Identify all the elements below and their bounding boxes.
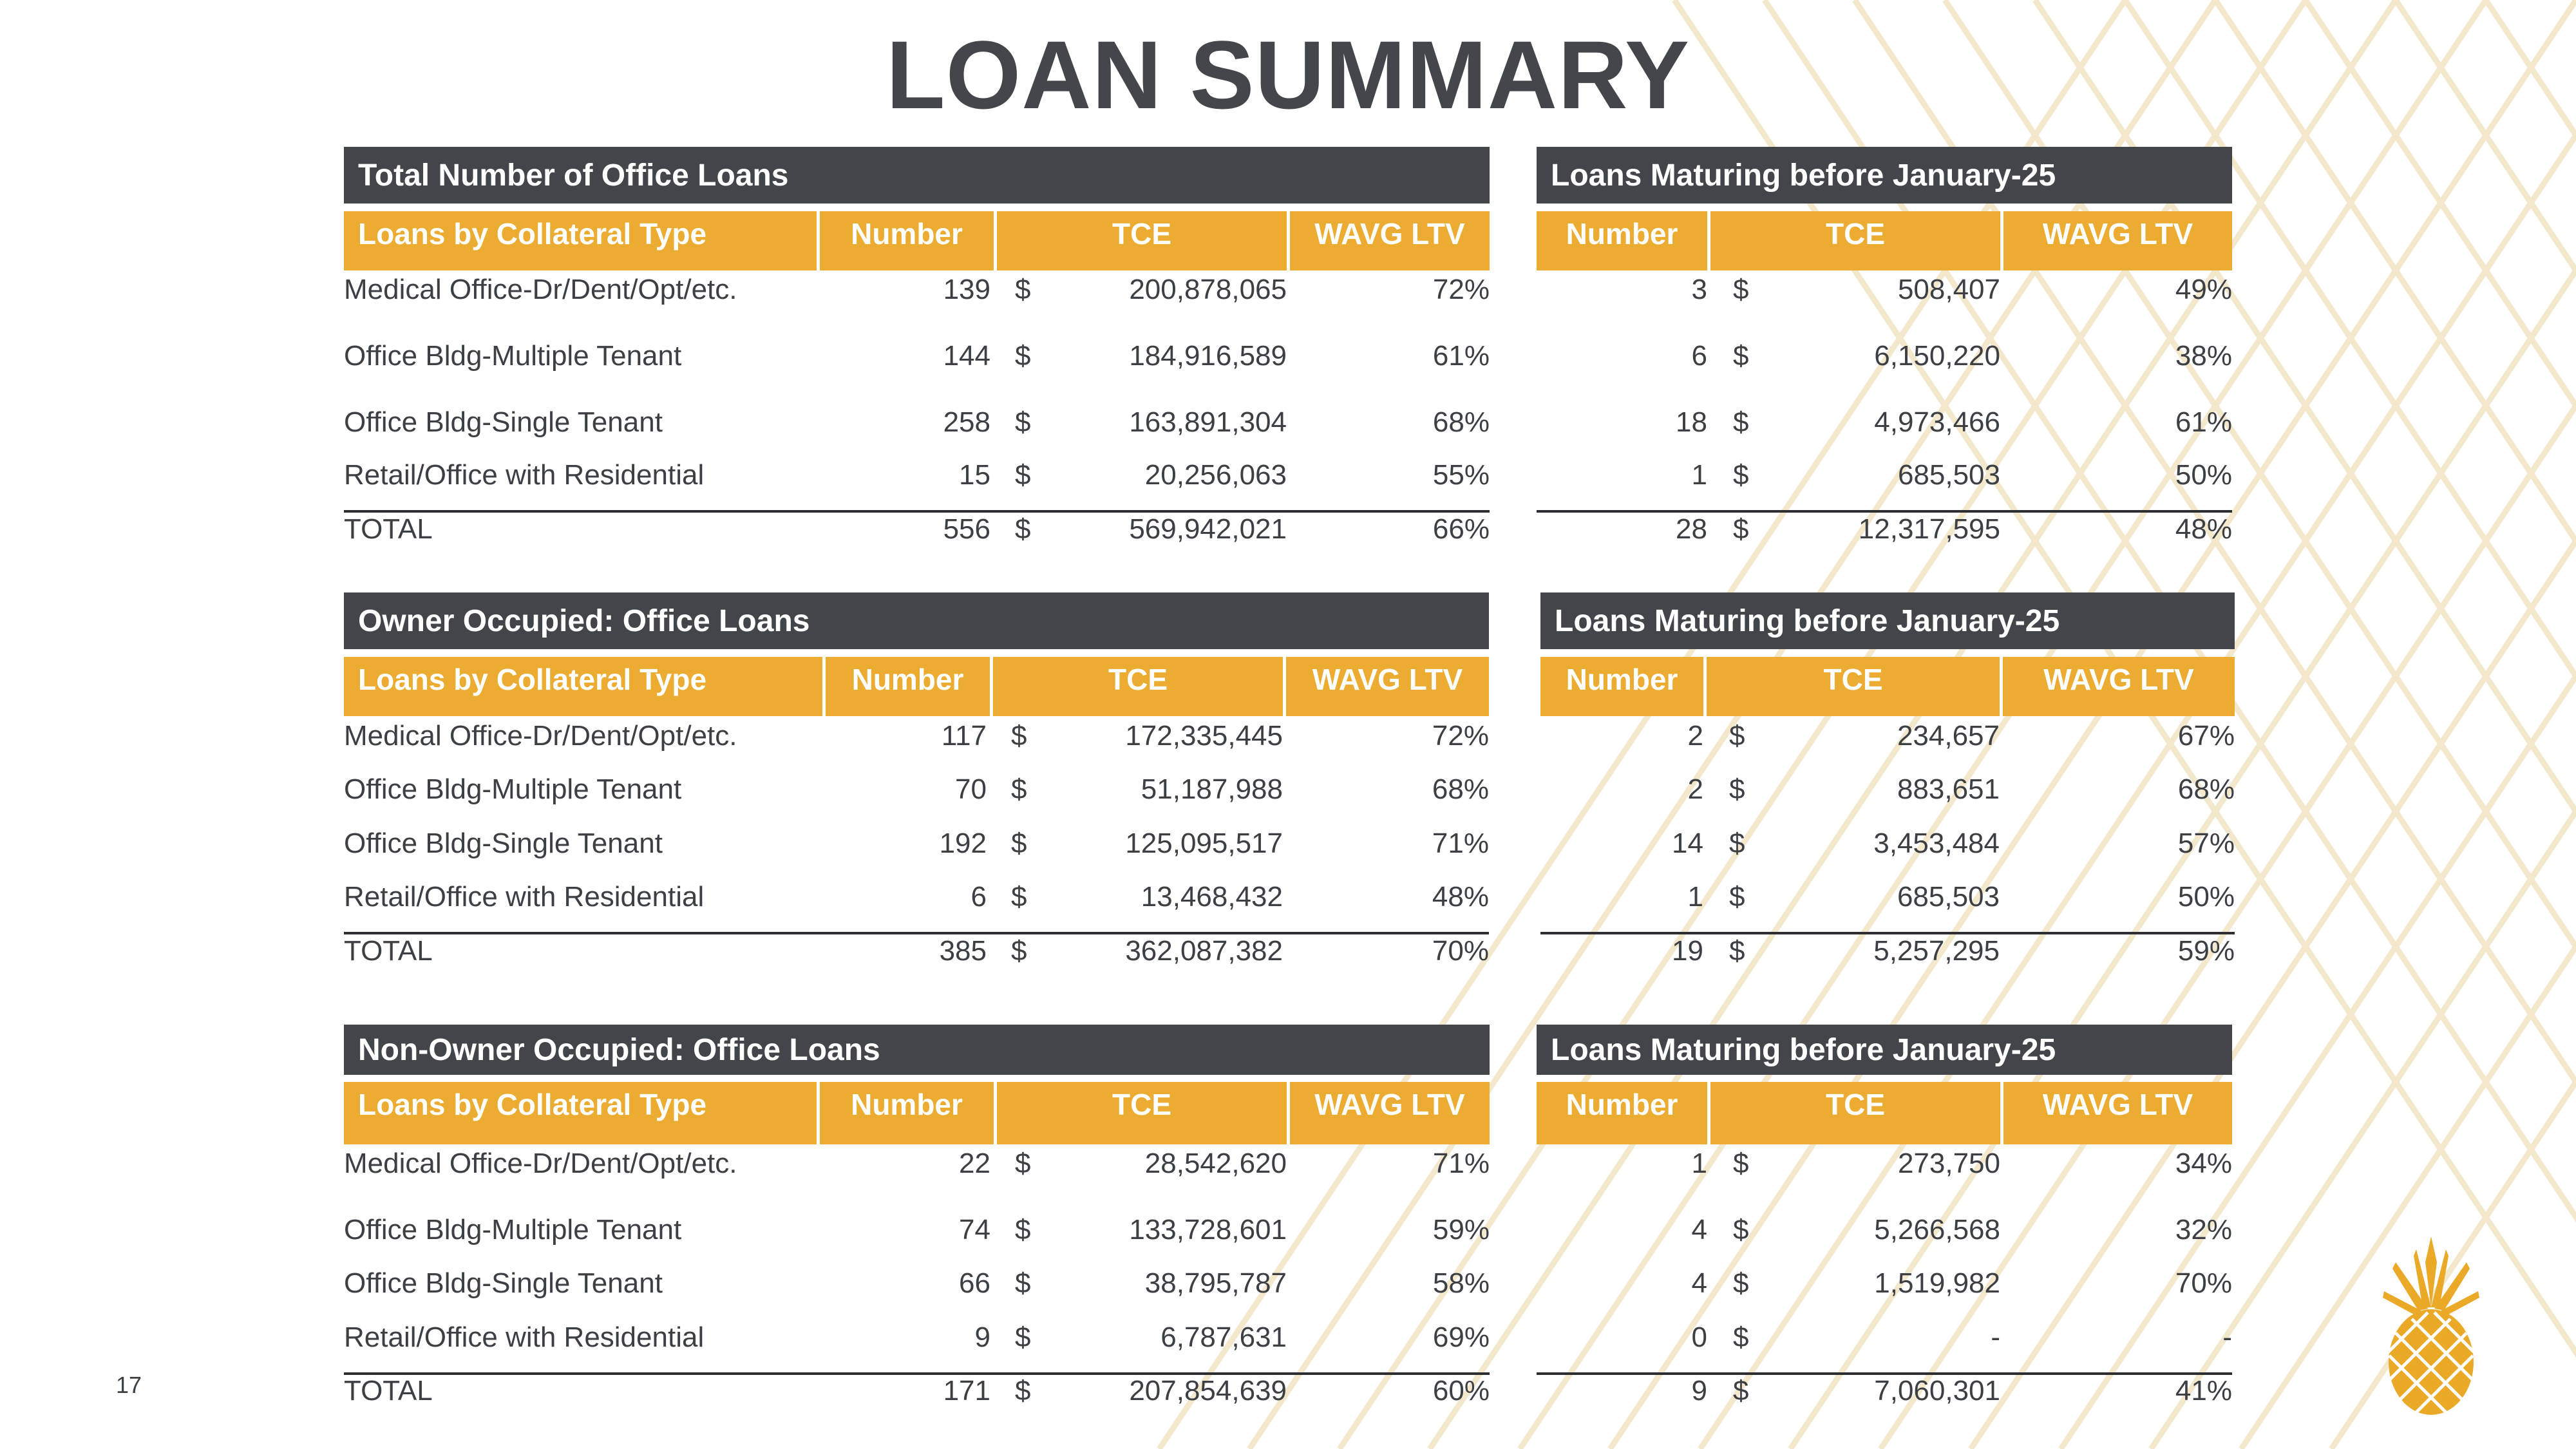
maturing-number-cell: 4 <box>1691 1267 1707 1299</box>
collateral-type-cell: TOTAL <box>344 935 433 967</box>
ltv-cell: 58% <box>1432 1267 1490 1299</box>
number-cell: 22 <box>959 1148 990 1179</box>
tce-cell: 207,854,639 <box>1129 1375 1287 1406</box>
page-number: 17 <box>116 1372 142 1398</box>
number-cell: 9 <box>974 1321 990 1353</box>
currency-symbol: $ <box>1011 935 1027 967</box>
maturing-tce-cell: 6,150,220 <box>1874 340 2000 372</box>
section-title-left: Owner Occupied: Office Loans <box>344 592 1489 649</box>
column-header-cell: TCE <box>993 657 1283 716</box>
section-title-left: Total Number of Office Loans <box>344 147 1490 204</box>
currency-symbol: $ <box>1729 828 1745 859</box>
ltv-cell: 71% <box>1432 828 1489 859</box>
maturing-number-cell: 2 <box>1687 773 1703 805</box>
maturing-number-cell: 28 <box>1676 513 1707 545</box>
currency-symbol: $ <box>1733 340 1749 372</box>
tce-cell: 133,728,601 <box>1129 1214 1287 1245</box>
tce-cell: 200,878,065 <box>1129 274 1287 305</box>
number-cell: 258 <box>943 406 990 438</box>
table-total-row <box>0 510 2576 549</box>
maturing-ltv-cell: 68% <box>2177 773 2235 805</box>
maturing-ltv-cell: 70% <box>2175 1267 2232 1299</box>
number-cell: 6 <box>971 881 987 913</box>
tce-cell: 172,335,445 <box>1125 720 1283 752</box>
currency-symbol: $ <box>1015 274 1031 305</box>
tce-cell: 28,542,620 <box>1144 1148 1287 1179</box>
currency-symbol: $ <box>1733 513 1749 545</box>
currency-symbol: $ <box>1733 1267 1749 1299</box>
maturing-ltv-cell: 48% <box>2175 513 2232 545</box>
collateral-type-cell: Retail/Office with Residential <box>344 881 705 913</box>
number-cell: 385 <box>939 935 987 967</box>
column-header-cell: Loans by Collateral Type <box>344 657 822 716</box>
maturing-tce-cell: 883,651 <box>1897 773 2000 805</box>
table-total-row <box>0 1372 2576 1410</box>
number-cell: 66 <box>959 1267 990 1299</box>
maturing-number-cell: 18 <box>1676 406 1707 438</box>
ltv-cell: 66% <box>1432 513 1490 545</box>
currency-symbol: $ <box>1011 881 1027 913</box>
maturing-number-cell: 19 <box>1672 935 1703 967</box>
number-cell: 139 <box>943 274 990 305</box>
collateral-type-cell: Medical Office-Dr/Dent/Opt/etc. <box>344 720 737 752</box>
collateral-type-cell: Office Bldg-Single Tenant <box>344 828 663 859</box>
column-header-cell: Number <box>826 657 990 716</box>
maturing-number-cell: 2 <box>1687 720 1703 752</box>
column-header-row-right <box>1537 1082 2232 1144</box>
currency-symbol: $ <box>1733 1214 1749 1245</box>
currency-symbol: $ <box>1015 340 1031 372</box>
ltv-cell: 59% <box>1432 1214 1490 1245</box>
currency-symbol: $ <box>1729 720 1745 752</box>
tce-cell: 6,787,631 <box>1160 1321 1287 1353</box>
maturing-tce-cell: 234,657 <box>1897 720 2000 752</box>
currency-symbol: $ <box>1015 1321 1031 1353</box>
maturing-number-cell: 1 <box>1691 1148 1707 1179</box>
column-header-cell: WAVG LTV <box>2003 1082 2232 1144</box>
tce-cell: 184,916,589 <box>1129 340 1287 372</box>
collateral-type-cell: TOTAL <box>344 1375 433 1406</box>
currency-symbol: $ <box>1011 720 1027 752</box>
column-header-row-right <box>1540 657 2235 716</box>
tce-cell: 20,256,063 <box>1144 459 1287 491</box>
maturing-number-cell: 6 <box>1691 340 1707 372</box>
column-header-row-left <box>344 657 1489 716</box>
tce-cell: 38,795,787 <box>1144 1267 1287 1299</box>
maturing-tce-cell: 4,973,466 <box>1874 406 2000 438</box>
collateral-type-cell: Retail/Office with Residential <box>344 1321 705 1353</box>
table-row <box>0 337 2576 375</box>
number-cell: 144 <box>943 340 990 372</box>
maturing-number-cell: 9 <box>1691 1375 1707 1406</box>
tce-cell: 569,942,021 <box>1129 513 1287 545</box>
currency-symbol: $ <box>1733 1148 1749 1179</box>
section-title-right: Loans Maturing before January-25 <box>1537 147 2232 204</box>
number-cell: 70 <box>955 773 987 805</box>
tce-cell: 125,095,517 <box>1125 828 1283 859</box>
tce-cell: 13,468,432 <box>1141 881 1283 913</box>
ltv-cell: 48% <box>1432 881 1489 913</box>
tce-cell: 362,087,382 <box>1125 935 1283 967</box>
maturing-tce-cell: 12,317,595 <box>1858 513 2000 545</box>
column-header-cell: WAVG LTV <box>2003 657 2235 716</box>
maturing-number-cell: 3 <box>1691 274 1707 305</box>
currency-symbol: $ <box>1015 1214 1031 1245</box>
column-header-row-left <box>344 211 1490 270</box>
maturing-tce-cell: 5,257,295 <box>1873 935 2000 967</box>
number-cell: 556 <box>943 513 990 545</box>
collateral-type-cell: Medical Office-Dr/Dent/Opt/etc. <box>344 1148 737 1179</box>
maturing-ltv-cell: 38% <box>2175 340 2232 372</box>
maturing-ltv-cell: 49% <box>2175 274 2232 305</box>
column-header-cell: TCE <box>997 1082 1287 1144</box>
ltv-cell: 71% <box>1432 1148 1490 1179</box>
maturing-number-cell: 1 <box>1687 881 1703 913</box>
section-title-right: Loans Maturing before January-25 <box>1537 1025 2232 1075</box>
currency-symbol: $ <box>1015 406 1031 438</box>
collateral-type-cell: Office Bldg-Multiple Tenant <box>344 1214 682 1245</box>
maturing-ltv-cell: 34% <box>2175 1148 2232 1179</box>
currency-symbol: $ <box>1733 406 1749 438</box>
column-header-cell: TCE <box>1707 657 2000 716</box>
table-row <box>0 270 2576 309</box>
ltv-cell: 60% <box>1432 1375 1490 1406</box>
maturing-tce-cell: 685,503 <box>1897 459 2000 491</box>
pineapple-logo-icon <box>2383 1236 2479 1417</box>
column-header-cell: Loans by Collateral Type <box>344 211 817 270</box>
column-header-cell: Number <box>1537 1082 1707 1144</box>
tce-cell: 51,187,988 <box>1141 773 1283 805</box>
collateral-type-cell: Retail/Office with Residential <box>344 459 705 491</box>
currency-symbol: $ <box>1015 459 1031 491</box>
currency-symbol: $ <box>1015 1375 1031 1406</box>
ltv-cell: 70% <box>1432 935 1489 967</box>
table-total-row <box>0 932 2576 971</box>
table-row <box>0 403 2576 442</box>
maturing-ltv-cell: 50% <box>2175 459 2232 491</box>
column-header-cell: WAVG LTV <box>1290 211 1490 270</box>
collateral-type-cell: Office Bldg-Single Tenant <box>344 1267 663 1299</box>
maturing-ltv-cell: - <box>2222 1321 2232 1353</box>
maturing-ltv-cell: 41% <box>2175 1375 2232 1406</box>
column-header-cell: WAVG LTV <box>1286 657 1489 716</box>
maturing-ltv-cell: 59% <box>2177 935 2235 967</box>
number-cell: 74 <box>959 1214 990 1245</box>
currency-symbol: $ <box>1015 1267 1031 1299</box>
ltv-cell: 55% <box>1432 459 1490 491</box>
column-header-cell: TCE <box>1710 211 2000 270</box>
maturing-tce-cell: 1,519,982 <box>1874 1267 2000 1299</box>
table-row <box>0 1144 2576 1183</box>
maturing-ltv-cell: 32% <box>2175 1214 2232 1245</box>
total-underline-left <box>344 932 1489 934</box>
maturing-tce-cell: 5,266,568 <box>1874 1214 2000 1245</box>
maturing-tce-cell: 7,060,301 <box>1874 1375 2000 1406</box>
column-header-cell: WAVG LTV <box>1290 1082 1490 1144</box>
maturing-number-cell: 4 <box>1691 1214 1707 1245</box>
table-row <box>0 1318 2576 1357</box>
number-cell: 192 <box>939 828 987 859</box>
number-cell: 15 <box>959 459 990 491</box>
total-underline-left <box>344 510 1490 513</box>
currency-symbol: $ <box>1011 828 1027 859</box>
currency-symbol: $ <box>1011 773 1027 805</box>
currency-symbol: $ <box>1733 1321 1749 1353</box>
column-header-cell: Loans by Collateral Type <box>344 1082 817 1144</box>
maturing-number-cell: 1 <box>1691 459 1707 491</box>
maturing-ltv-cell: 67% <box>2177 720 2235 752</box>
table-row <box>0 1264 2576 1303</box>
ltv-cell: 69% <box>1432 1321 1490 1353</box>
ltv-cell: 72% <box>1432 720 1489 752</box>
currency-symbol: $ <box>1729 881 1745 913</box>
page-title: LOAN SUMMARY <box>886 21 1690 129</box>
number-cell: 171 <box>943 1375 990 1406</box>
column-header-cell: TCE <box>1710 1082 2000 1144</box>
table-row <box>0 878 2576 916</box>
currency-symbol: $ <box>1729 773 1745 805</box>
currency-symbol: $ <box>1729 935 1745 967</box>
column-header-cell: Number <box>1540 657 1703 716</box>
maturing-tce-cell: 273,750 <box>1897 1148 2000 1179</box>
section-title-left: Non-Owner Occupied: Office Loans <box>344 1025 1490 1075</box>
ltv-cell: 68% <box>1432 406 1490 438</box>
table-row <box>0 717 2576 755</box>
collateral-type-cell: Office Bldg-Multiple Tenant <box>344 340 682 372</box>
maturing-tce-cell: - <box>1991 1321 2000 1353</box>
currency-symbol: $ <box>1733 1375 1749 1406</box>
total-underline-left <box>344 1372 1490 1375</box>
column-header-cell: Number <box>820 211 994 270</box>
column-header-row-right <box>1537 211 2232 270</box>
currency-symbol: $ <box>1733 459 1749 491</box>
table-row <box>0 824 2576 863</box>
maturing-ltv-cell: 61% <box>2175 406 2232 438</box>
maturing-number-cell: 0 <box>1691 1321 1707 1353</box>
collateral-type-cell: Office Bldg-Multiple Tenant <box>344 773 682 805</box>
maturing-ltv-cell: 50% <box>2177 881 2235 913</box>
column-header-row-left <box>344 1082 1490 1144</box>
ltv-cell: 72% <box>1432 274 1490 305</box>
number-cell: 117 <box>941 720 987 752</box>
column-header-cell: Number <box>820 1082 994 1144</box>
column-header-cell: TCE <box>997 211 1287 270</box>
currency-symbol: $ <box>1015 1148 1031 1179</box>
collateral-type-cell: TOTAL <box>344 513 433 545</box>
ltv-cell: 61% <box>1432 340 1490 372</box>
currency-symbol: $ <box>1015 513 1031 545</box>
total-underline-right <box>1537 510 2232 513</box>
maturing-tce-cell: 508,407 <box>1897 274 2000 305</box>
ltv-cell: 68% <box>1432 773 1489 805</box>
column-header-cell: WAVG LTV <box>2003 211 2232 270</box>
maturing-number-cell: 14 <box>1672 828 1703 859</box>
collateral-type-cell: Office Bldg-Single Tenant <box>344 406 663 438</box>
collateral-type-cell: Medical Office-Dr/Dent/Opt/etc. <box>344 274 737 305</box>
section-title-right: Loans Maturing before January-25 <box>1540 592 2235 649</box>
currency-symbol: $ <box>1733 274 1749 305</box>
table-row <box>0 770 2576 809</box>
table-row <box>0 1211 2576 1249</box>
table-row <box>0 456 2576 495</box>
column-header-cell: Number <box>1537 211 1707 270</box>
maturing-tce-cell: 3,453,484 <box>1873 828 2000 859</box>
total-underline-right <box>1540 932 2235 934</box>
total-underline-right <box>1537 1372 2232 1375</box>
maturing-tce-cell: 685,503 <box>1897 881 2000 913</box>
maturing-ltv-cell: 57% <box>2177 828 2235 859</box>
tce-cell: 163,891,304 <box>1129 406 1287 438</box>
